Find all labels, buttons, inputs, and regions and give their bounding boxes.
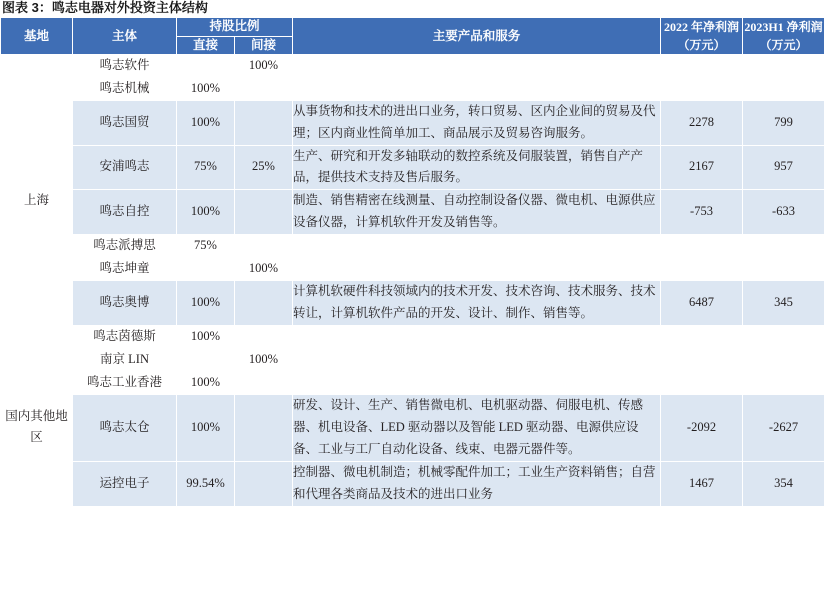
products-cell bbox=[293, 55, 661, 78]
table-row bbox=[1, 325, 824, 348]
entity-cell: 鸣志茵德斯 bbox=[73, 325, 177, 348]
header-row-1 bbox=[1, 18, 824, 37]
profit-2022-cell bbox=[661, 325, 743, 348]
direct-cell bbox=[177, 348, 235, 371]
products-cell bbox=[293, 77, 661, 100]
products-cell: 制造、销售精密在线测量、自动控制设备仪器、微电机、电源供应设备仪器，计算机软件开发及销售等。 bbox=[293, 190, 661, 235]
table-row bbox=[1, 461, 824, 506]
header-indirect: 间接 bbox=[235, 36, 293, 55]
profit-2022-cell bbox=[661, 77, 743, 100]
profit-2023h1-cell: 345 bbox=[743, 280, 824, 325]
products-cell bbox=[293, 325, 661, 348]
entity-cell: 鸣志机械 bbox=[73, 77, 177, 100]
profit-2022-cell bbox=[661, 257, 743, 280]
indirect-cell bbox=[235, 461, 293, 506]
entity-cell: 鸣志软件 bbox=[73, 55, 177, 78]
direct-cell bbox=[177, 257, 235, 280]
header-products: 主要产品和服务 bbox=[293, 18, 661, 55]
indirect-cell bbox=[235, 190, 293, 235]
profit-2023h1-cell: 957 bbox=[743, 145, 824, 190]
profit-2023h1-cell bbox=[743, 55, 824, 78]
indirect-cell bbox=[235, 280, 293, 325]
entity-cell: 鸣志工业香港 bbox=[73, 372, 177, 395]
indirect-cell bbox=[235, 372, 293, 395]
table-header bbox=[1, 18, 824, 55]
table-row bbox=[1, 100, 824, 145]
header-entity: 主体 bbox=[73, 18, 177, 55]
indirect-cell: 100% bbox=[235, 348, 293, 371]
base-cell-domestic-other: 国内其他地区 bbox=[1, 348, 73, 506]
indirect-cell bbox=[235, 325, 293, 348]
table-row bbox=[1, 190, 824, 235]
entity-cell: 鸣志奥博 bbox=[73, 280, 177, 325]
profit-2023h1-cell: 354 bbox=[743, 461, 824, 506]
table-row bbox=[1, 145, 824, 190]
direct-cell: 100% bbox=[177, 77, 235, 100]
profit-2022-cell: 2278 bbox=[661, 100, 743, 145]
profit-2023h1-cell bbox=[743, 348, 824, 371]
investment-structure-table bbox=[0, 17, 824, 507]
table-row bbox=[1, 55, 824, 78]
indirect-cell bbox=[235, 235, 293, 258]
header-profit-2022: 2022 年净利润（万元） bbox=[661, 18, 743, 55]
profit-2022-cell: 6487 bbox=[661, 280, 743, 325]
header-direct: 直接 bbox=[177, 36, 235, 55]
direct-cell: 100% bbox=[177, 372, 235, 395]
indirect-cell: 25% bbox=[235, 145, 293, 190]
products-cell: 从事货物和技术的进出口业务，转口贸易、区内企业间的贸易及代理；区内商业性简单加工、商品展示及贸易咨询服务。 bbox=[293, 100, 661, 145]
products-cell bbox=[293, 235, 661, 258]
entity-cell: 鸣志派搏思 bbox=[73, 235, 177, 258]
products-cell: 计算机软硬件科技领域内的技术开发、技术咨询、技术服务、技术转让，计算机软件产品的开发、设计、制作、销售等。 bbox=[293, 280, 661, 325]
profit-2022-cell: -753 bbox=[661, 190, 743, 235]
entity-cell: 鸣志自控 bbox=[73, 190, 177, 235]
profit-2023h1-cell bbox=[743, 325, 824, 348]
table-body bbox=[1, 55, 824, 507]
entity-cell: 鸣志太仓 bbox=[73, 395, 177, 462]
entity-cell: 鸣志国贸 bbox=[73, 100, 177, 145]
indirect-cell bbox=[235, 395, 293, 462]
direct-cell bbox=[177, 55, 235, 78]
profit-2022-cell: 2167 bbox=[661, 145, 743, 190]
direct-cell: 75% bbox=[177, 145, 235, 190]
direct-cell: 100% bbox=[177, 190, 235, 235]
header-base: 基地 bbox=[1, 18, 73, 55]
entity-cell: 鸣志坤童 bbox=[73, 257, 177, 280]
profit-2022-cell: 1467 bbox=[661, 461, 743, 506]
profit-2022-cell bbox=[661, 235, 743, 258]
direct-cell: 100% bbox=[177, 280, 235, 325]
header-profit-2023h1: 2023H1 净利润（万元） bbox=[743, 18, 824, 55]
direct-cell: 100% bbox=[177, 325, 235, 348]
header-shareholding: 持股比例 bbox=[177, 18, 293, 37]
base-cell-shanghai: 上海 bbox=[1, 55, 73, 349]
profit-2022-cell bbox=[661, 55, 743, 78]
profit-2023h1-cell: -633 bbox=[743, 190, 824, 235]
table-row bbox=[1, 348, 824, 371]
products-cell: 控制器、微电机制造；机械零配件加工；工业生产资料销售；自营和代理各类商品及技术的进出口业务 bbox=[293, 461, 661, 506]
profit-2023h1-cell bbox=[743, 257, 824, 280]
indirect-cell: 100% bbox=[235, 257, 293, 280]
entity-cell: 运控电子 bbox=[73, 461, 177, 506]
table-row bbox=[1, 257, 824, 280]
profit-2023h1-cell: 799 bbox=[743, 100, 824, 145]
indirect-cell bbox=[235, 77, 293, 100]
profit-2022-cell: -2092 bbox=[661, 395, 743, 462]
direct-cell: 75% bbox=[177, 235, 235, 258]
profit-2023h1-cell bbox=[743, 235, 824, 258]
profit-2022-cell bbox=[661, 348, 743, 371]
figure-title: 图表 3：鸣志电器对外投资主体结构 bbox=[2, 0, 208, 15]
products-cell bbox=[293, 348, 661, 371]
table-row bbox=[1, 77, 824, 100]
indirect-cell bbox=[235, 100, 293, 145]
table-row bbox=[1, 280, 824, 325]
products-cell bbox=[293, 372, 661, 395]
profit-2023h1-cell: -2627 bbox=[743, 395, 824, 462]
entity-cell: 安浦鸣志 bbox=[73, 145, 177, 190]
products-cell: 研发、设计、生产、销售微电机、电机驱动器、伺服电机、传感器、机电设备、LED 驱动器以及智能 LED 驱动器、电源供应设备、工业与工厂自动化设备、线束、电器元器件等。 bbox=[293, 395, 661, 462]
direct-cell: 100% bbox=[177, 100, 235, 145]
table-row bbox=[1, 235, 824, 258]
direct-cell: 100% bbox=[177, 395, 235, 462]
table-row bbox=[1, 372, 824, 395]
indirect-cell: 100% bbox=[235, 55, 293, 78]
table-row bbox=[1, 395, 824, 462]
entity-cell: 南京 LIN bbox=[73, 348, 177, 371]
profit-2023h1-cell bbox=[743, 372, 824, 395]
profit-2022-cell bbox=[661, 372, 743, 395]
direct-cell: 99.54% bbox=[177, 461, 235, 506]
products-cell bbox=[293, 257, 661, 280]
profit-2023h1-cell bbox=[743, 77, 824, 100]
products-cell: 生产、研究和开发多轴联动的数控系统及伺服装置，销售自产产品，提供技术支持及售后服务。 bbox=[293, 145, 661, 190]
